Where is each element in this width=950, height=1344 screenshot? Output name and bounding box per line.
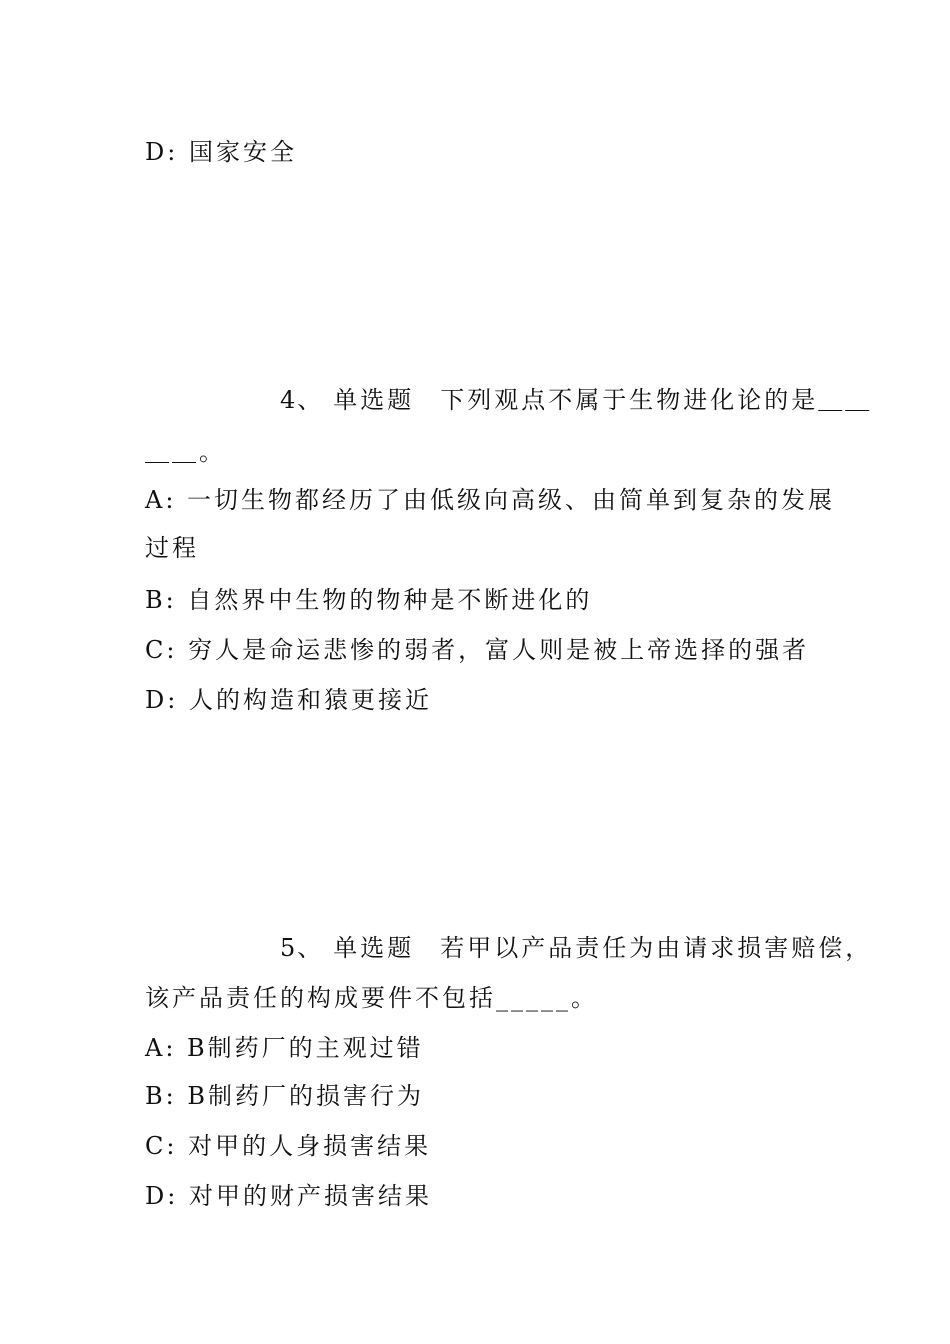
q5-option-a: A: B制药厂的主观过错 xyxy=(145,1034,424,1062)
q4-stem-line1 xyxy=(280,384,872,416)
q5-type: 单选题 xyxy=(333,934,415,962)
q5-option-c: C: 对甲的人身损害结果 xyxy=(145,1132,432,1160)
q5-option-b: B: B制药厂的损害行为 xyxy=(145,1082,424,1110)
q5-stem-line1 xyxy=(280,932,872,964)
q5-stem-line2: 该产品责任的构成要件不包括_____。 xyxy=(145,984,598,1012)
q4-stem-text: 下列观点不属于生物进化论的是＿＿ xyxy=(440,386,873,414)
q4-stem-line2: ＿＿。 xyxy=(145,438,226,466)
q4-option-d: D: 人的构造和猿更接近 xyxy=(145,686,432,714)
q4-option-c: C: 穷人是命运悲惨的弱者，富人则是被上帝选择的强者 xyxy=(145,636,810,664)
q5-number: 5、 xyxy=(280,934,324,962)
q4-number: 4、 xyxy=(280,386,324,414)
q4-type: 单选题 xyxy=(333,386,415,414)
q4-option-a-line2: 过程 xyxy=(145,534,199,562)
q3-option-d: D: 国家安全 xyxy=(145,138,297,166)
q5-stem-text: 若甲以产品责任为由请求损害赔偿， xyxy=(440,934,873,962)
q5-option-d: D: 对甲的财产损害结果 xyxy=(145,1182,432,1210)
q4-option-a-line1: A: 一切生物都经历了由低级向高级、由简单到复杂的发展 xyxy=(145,486,836,514)
q4-option-b: B: 自然界中生物的物种是不断进化的 xyxy=(145,586,593,614)
